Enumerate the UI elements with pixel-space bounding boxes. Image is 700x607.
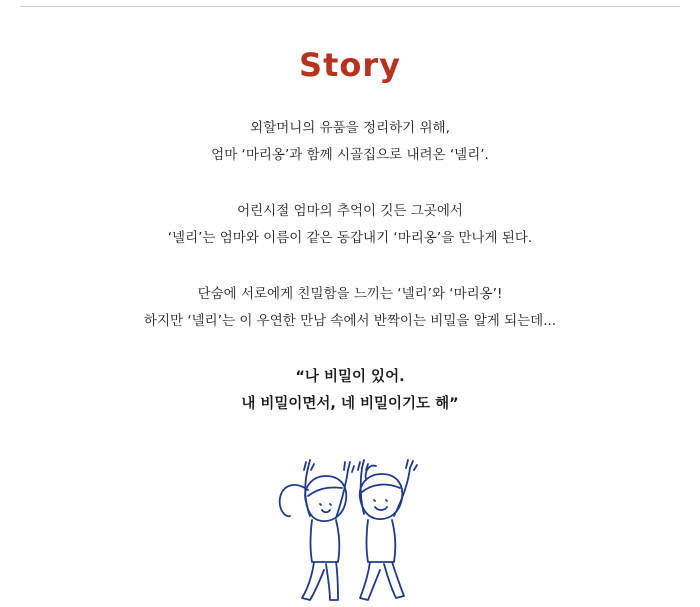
top-divider [20,6,680,7]
synopsis-line: 엄마 ‘마리옹’과 함께 시골집으로 내려온 ‘넬리’. [211,147,489,163]
left-girl-hand-right [344,462,354,472]
right-girl-body [367,520,396,562]
left-girl-hand-left [304,460,314,470]
left-girl-head [305,476,346,521]
left-girl-smile [322,510,330,512]
right-girl-leg [384,562,404,598]
synopsis-line: 외할머니의 유품을 정리하기 위해, [250,120,450,136]
right-girl-hand-right [406,460,417,470]
left-girl-eye [320,504,321,505]
synopsis-line: 어린시절 엄마의 추억이 깃든 그곳에서 [237,203,463,219]
right-girl-hand-left [358,460,368,470]
quote-line: 내 비밀이면서, 네 비밀이기도 해” [241,396,459,412]
left-girl-eye [330,504,331,505]
section-title: Story [299,46,401,84]
left-girl-arm-left [305,468,310,516]
right-girl-leg [360,562,380,600]
left-girl-hair [308,487,342,496]
left-girl-body [311,520,340,562]
synopsis-line: ‘넬리’는 엄마와 이름이 같은 동갑내기 ‘마리옹’을 만나게 된다. [167,230,533,246]
synopsis-line: 하지만 ‘넬리’는 이 우연한 만남 속에서 반짝이는 비밀을 알게 되는데... [143,313,557,329]
right-girl-eye [374,500,375,501]
right-girl-eye [386,500,387,501]
two-girls-cheering-illustration [268,440,438,605]
synopsis-line: 단숨에 서로에게 친밀함을 느끼는 ‘넬리’와 ‘마리옹’! [197,286,503,302]
left-girl-leg [326,562,338,600]
right-girl-hair [362,485,400,492]
right-girl-smile [375,507,387,510]
left-girl-hair-flyaway [280,485,308,516]
quote-line: “나 비밀이 있어. [295,369,405,385]
left-girl-leg [302,562,324,600]
